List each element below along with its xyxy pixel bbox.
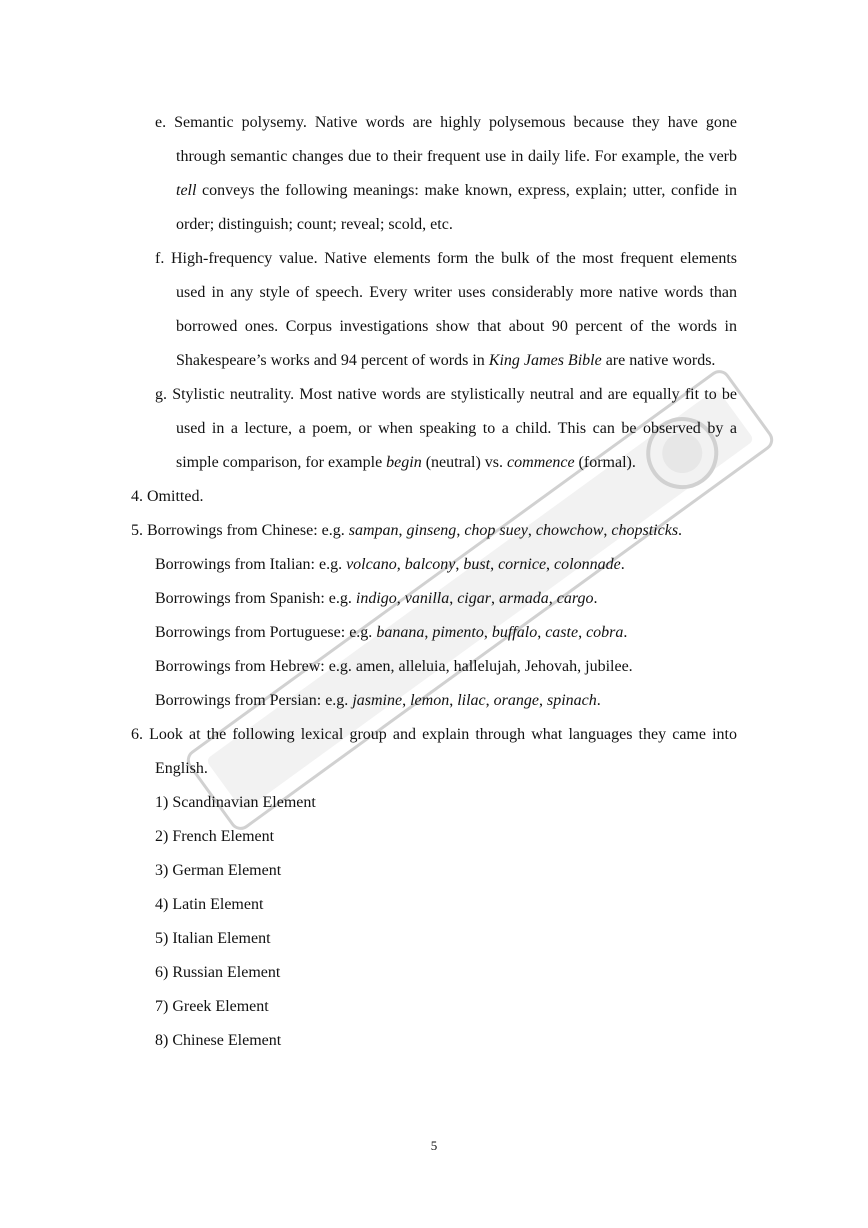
item-g-text-1: Stylistic neutrality. Most native words are stylistically neutral and are equally fit to be used in a lecture, a poem, or when speaking to a child. This can be observed by a simple comparison, for example [167,386,737,471]
list-item: 3) German Element [155,862,282,879]
borrowed-word: bust [463,556,491,573]
borrowed-word: colonnade [554,556,621,573]
borrowed-word: cigar [457,590,491,607]
borrowed-word: hallelujah [453,658,517,675]
list-item: 1) Scandinavian Element [155,794,316,811]
borrowed-word: cobra [586,624,624,641]
borrowed-word: spinach [546,692,597,709]
borrowed-word: cornice [498,556,547,573]
borrowed-word: alleluia [398,658,446,675]
item-f-label: f. [155,250,165,267]
borrowed-word: chowchow [535,522,604,539]
borrowed-word: ginseng [406,522,457,539]
item-5-words-4: amen, alleluia, hallelujah, Jehovah, jubilee. [355,658,633,675]
borrowed-word: orange [493,692,539,709]
borrowed-word: pimento [432,624,484,641]
borrowed-word: volcano [346,556,397,573]
item-5-prefix-1: Borrowings from Italian: e.g. [155,556,347,573]
item-e-italic-1: tell [176,182,197,199]
item-5 [131,514,737,718]
item-6-list [131,786,737,1058]
list-item: 2) French Element [155,828,275,845]
list-item: 8) Chinese Element [155,1032,282,1049]
item-5-label: 5. [131,522,143,539]
item-5-line-1 [131,548,737,582]
borrowed-word: sampan [348,522,399,539]
list-item: 4) Latin Element [155,896,264,913]
borrowed-word: amen [355,658,391,675]
borrowed-word: banana [376,624,425,641]
borrowed-word: jubilee [585,658,629,675]
item-g-text-3: (formal). [574,454,636,471]
page-number: 5 [430,1138,438,1153]
list-item: 7) Greek Element [155,998,269,1015]
borrowed-word: balcony [404,556,456,573]
borrowed-word: lilac [457,692,486,709]
list-item: 5) Italian Element [155,930,271,947]
item-5-line-2 [131,582,737,616]
borrowed-word: chop suey [464,522,528,539]
item-g-label: g. [155,386,167,403]
item-5-prefix-5: Borrowings from Persian: e.g. [155,692,353,709]
item-5-words-3: banana, pimento, buffalo, caste, cobra. [376,624,628,641]
item-e-label: e. [155,114,167,131]
item-5-words-1: volcano, balcony, bust, cornice, colonnade. [346,556,625,573]
borrowed-word: caste [545,624,579,641]
borrowed-word: chopsticks [611,522,679,539]
item-5-prefix-3: Borrowings from Portuguese: e.g. [155,624,377,641]
item-f-italic-1: King James Bible [488,352,602,369]
item-5-prefix-2: Borrowings from Spanish: e.g. [155,590,356,607]
item-g-italic-1: begin [386,454,422,471]
item-f-text-1: High-frequency value. Native elements form the bulk of the most frequent elements used in any style of speech. Every writer uses considerably more native words than borrowed ones. Corpus investigations show that about 90 percent of the words in Shakespeare’s works and 94 percent of words in [164,250,737,369]
item-g-italic-2: commence [507,454,575,471]
item-5-line-3 [131,616,737,650]
main-content [131,106,737,1058]
item-5-prefix-4: Borrowings from Hebrew: e.g. [155,658,356,675]
item-g-text-2: (neutral) vs. [421,454,508,471]
borrowed-word: vanilla [404,590,450,607]
item-e-text-2: conveys the following meanings: make known, express, explain; utter, confide in order; distinguish; count; reveal; scold, etc. [176,182,737,233]
borrowed-word: armada [498,590,549,607]
item-5-line-4 [131,650,737,684]
item-e-text-1: Semantic polysemy. Native words are highly polysemous because they have gone through semantic changes due to their frequent use in daily life. For example, the verb [166,114,737,165]
item-g [131,378,737,480]
borrowed-word: buffalo [491,624,538,641]
item-5-words-0: sampan, ginseng, chop suey, chowchow, chopsticks. [348,522,683,539]
item-5-line-5 [131,684,737,718]
borrowed-word: jasmine [352,692,403,709]
item-e [131,106,737,242]
list-item: 6) Russian Element [155,964,281,981]
borrowed-word: indigo [355,590,397,607]
borrowed-word: cargo [556,590,594,607]
item-5-words-5: jasmine, lemon, lilac, orange, spinach. [352,692,601,709]
borrowed-word: Jehovah [524,658,578,675]
item-f-text-2: are native words. [601,352,716,369]
item-5-prefix-0: Borrowings from Chinese: e.g. [147,522,349,539]
item-5-line-0 [131,514,737,548]
borrowed-word: lemon [410,692,450,709]
item-5-words-2: indigo, vanilla, cigar, armada, cargo. [355,590,598,607]
item-f [131,242,737,378]
item-4: 4. Omitted. [131,488,204,505]
item-6: 6. Look at the following lexical group and explain through what languages they came into English. [131,726,737,777]
